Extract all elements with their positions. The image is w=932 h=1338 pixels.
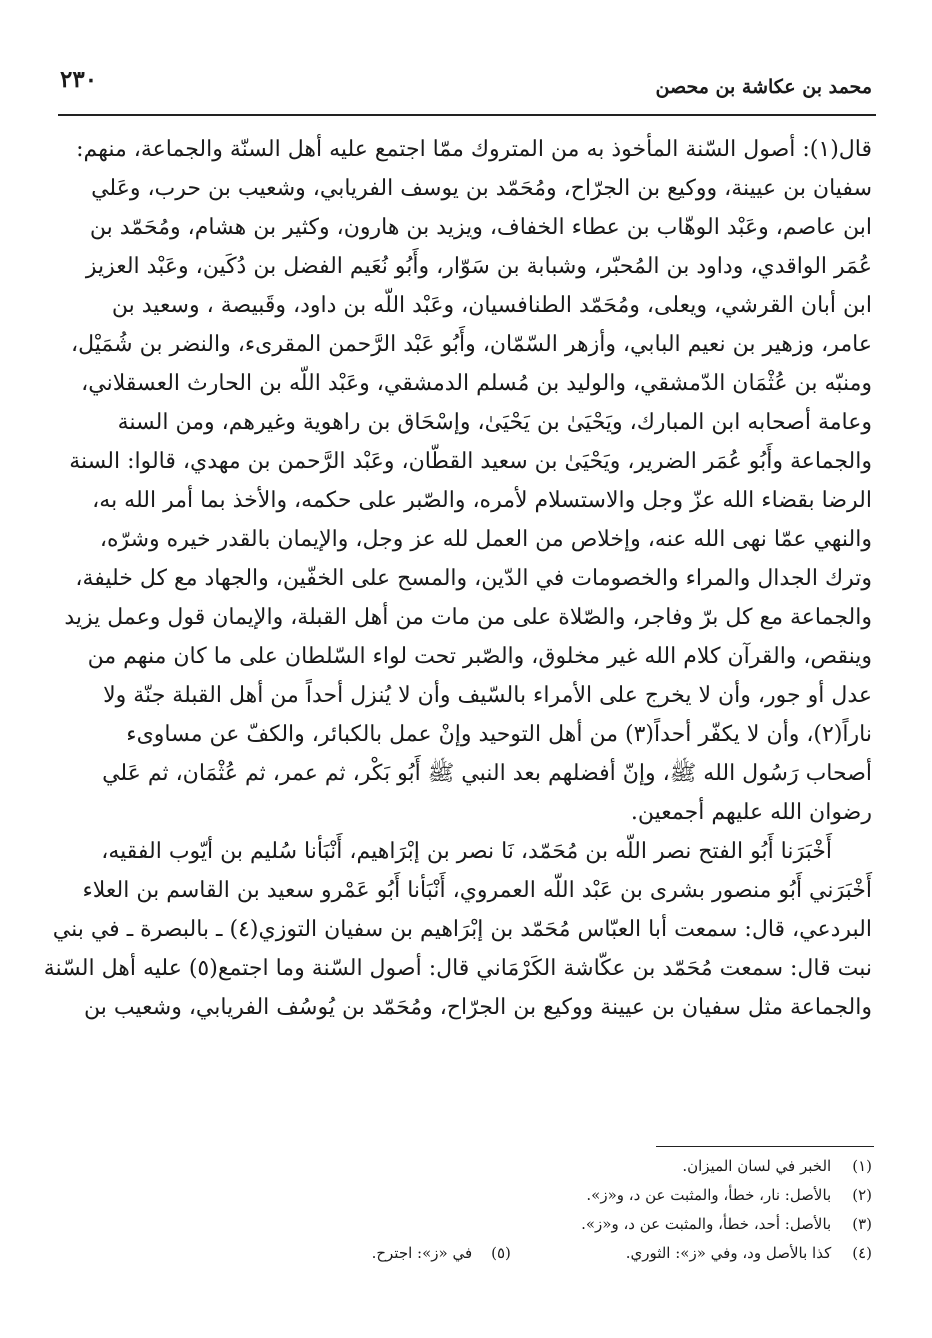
text-line: أصحاب رَسُول الله ﷺ، وإنّ أفضلهم بعد النبي ﷺ أَبُو بَكْر، ثم عمر، ثم عُثْمَان، ثم عَلي [102, 761, 872, 786]
text-line: ناراً(٢)، وأن لا يكفّر أحداً(٣) من أهل التوحيد وإنْ عمل بالكبائر، والكفّ عن مساوىء [126, 722, 872, 747]
footnote-rule [656, 1146, 874, 1147]
running-title: محمد بن عكاشة بن محصن [655, 76, 872, 98]
text-line: البردعي، قال: سمعت أبا العبّاس مُحَمّد بن إبْرَاهيم بن سفيان التوزي(٤) ـ بالبصرة ـ في بني [52, 917, 872, 942]
text-line: ابن أبان القرشي، ويعلى، ومُحَمّد الطنافسيان، وعَبْد اللّه بن داود، وقَبيصة ، وسعيد بن [111, 293, 872, 318]
text-line: وترك الجدال والمراء والخصومات في الدّين، والمسح على الخفّين، والجهاد مع كل خليفة، [75, 566, 872, 591]
footnote-text: بالأصل: أحد، خطأ، والمثبت عن د، و«ز». [581, 1215, 832, 1233]
page-header [60, 62, 872, 102]
text-line: سفيان بن عيينة، ووكيع بن الجرّاح، ومُحَمّد بن يوسف الفريابي، وشعيب بن حرب، وعَلي [91, 176, 872, 201]
footnote-number: (٥) [491, 1244, 511, 1262]
text-line: والجماعة مع كل برّ وفاجر، والصّلاة على من مات من أهل القبلة، والإيمان قول وعمل يزيد [64, 605, 872, 630]
footnote-number: (٣) [852, 1215, 872, 1233]
footnote-text: الخبر في لسان الميزان. [682, 1157, 832, 1175]
text-line: عُمَر الواقدي، وداود بن المُحبّر، وشبابة بن سَوّار، وأَبُو نُعَيم الفضل بن دُكَين، وعَبْد العزيز [85, 254, 872, 279]
text-line: ابن عاصم، وعَبْد الوهّاب بن عطاء الخفاف، ويزيد بن هارون، وكثير بن هشام، ومُحَمّد بن [89, 215, 872, 240]
text-line: أَخْبَرَني أَبُو منصور بشرى بن عَبْد اللّه العمروي، أَنْبَأنا أَبُو عَمْرو سعيد بن القاسم بن العلاء [82, 878, 872, 903]
footnote [60, 1152, 872, 1181]
main-text [43, 130, 872, 1027]
text-line: وينقص، والقرآن كلام الله غير مخلوق، والصّبر تحت لواء السّلطان على ما كان منهم من [87, 644, 872, 669]
footnote-text: كذا بالأصل ود، وفي «ز»: الثوري. [625, 1244, 832, 1262]
text-line: والنهي عمّا نهى الله عنه، وإخلاص من العمل لله عز وجل، والإيمان بالقدر خيره وشرّه، [99, 527, 872, 552]
text-line: قال(١): أصول السّنة المأخوذ به من المتروك ممّا اجتمع عليه أهل السنّة والجماعة، منهم: [76, 137, 872, 162]
text-line: عدل أو جور، وأن لا يخرج على الأمراء بالسّيف وأن لا يُنزل أحداً من أهل القبلة جنّة ولا [103, 683, 872, 708]
page-number: ٢٣٠ [60, 66, 98, 93]
text-line: والجماعة وأَبُو عُمَر الضرير، ويَحْيَىٰ بن سعيد القطّان، وعَبْد الرَّحمن بن مهدي، قالوا: السنة [69, 449, 872, 474]
text-line: والجماعة مثل سفيان بن عيينة ووكيع بن الجرّاح، ومُحَمّد بن يُوسُف الفريابي، وشعيب بن [84, 995, 872, 1020]
footnote-text: بالأصل: نار، خطأ، والمثبت عن د، و«ز». [586, 1186, 832, 1204]
text-line: عامر، وزهير بن نعيم البابي، وأزهر السّمّان، وأَبُو عَبْد الرَّحمن المقرىء، والنضر بن شُمَيْل، [71, 332, 872, 357]
footnote-number: (٢) [852, 1186, 872, 1204]
footnote-number: (٤) [852, 1244, 872, 1262]
text-line: وعامة أصحابه ابن المبارك، ويَحْيَىٰ بن يَحْيَىٰ، وإسْحَاق بن راهوية وغيرهم، ومن السنة [117, 410, 872, 435]
footnote-text: في «ز»: اجترح. [371, 1244, 473, 1262]
footnote-inline [372, 1239, 511, 1268]
footnote [60, 1239, 872, 1268]
text-line: ومنبّه بن عُثْمَان الدّمشقي، والوليد بن مُسلم الدمشقي، وعَبْد اللّه بن الحارث العسقلاني، [81, 371, 872, 396]
header-rule [58, 114, 876, 116]
footnote-number: (١) [852, 1157, 872, 1175]
footnote [60, 1210, 872, 1239]
footnotes [60, 1152, 872, 1268]
text-line: رضوان الله عليهم أجمعين. [630, 800, 872, 825]
text-line: أَخْبَرَنا أَبُو الفتح نصر اللّه بن مُحَمّد، نَا نصر بن إبْرَاهيم، أَنْبَأنا سُليم بن أيّوب الفقيه، [101, 839, 832, 864]
text-line: الرضا بقضاء الله عزّ وجل والاستسلام لأمره، والصّبر على حكمه، والأخذ بما أمر الله به، [92, 488, 872, 513]
text-line: نبت قال: سمعت مُحَمّد بن عكّاشة الكَرْمَاني قال: أصول السّنة وما اجتمع(٥) عليه أهل السّنة [43, 956, 872, 981]
footnote [60, 1181, 872, 1210]
